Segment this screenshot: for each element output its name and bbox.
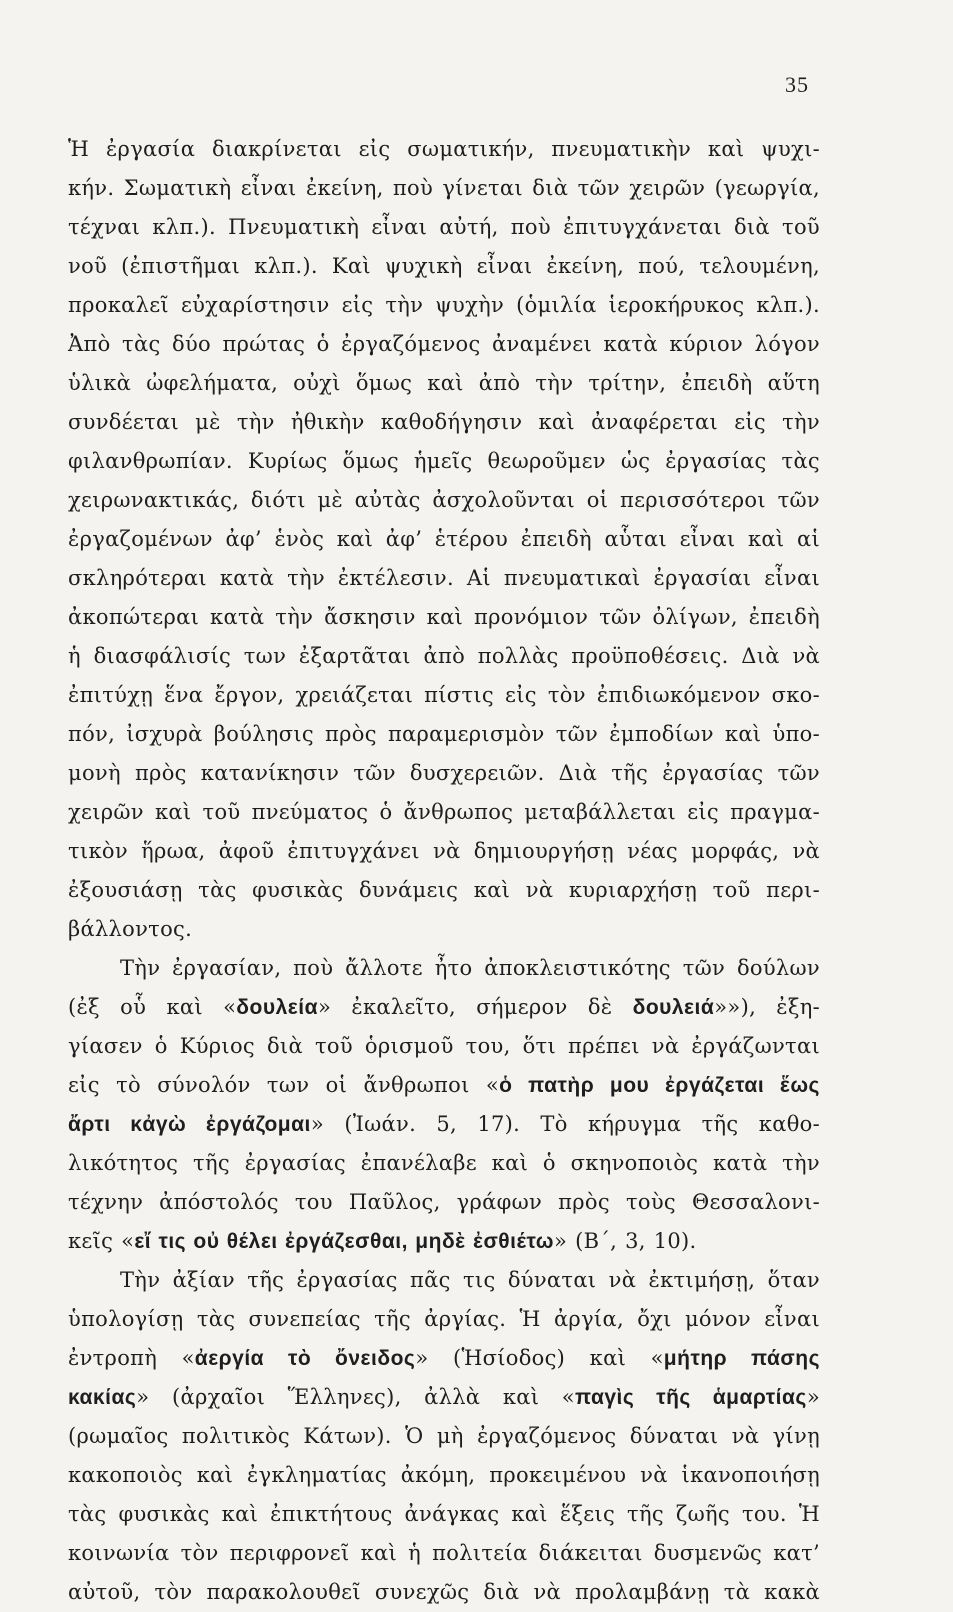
text-run: » (Ἡσίοδος) καὶ « [415, 1346, 664, 1370]
text-run: κεῖς « [68, 1229, 135, 1253]
text-line: συνδέεται μὲ τὴν ἠθικὴν καθοδήγησιν καὶ ἀναφέρεται εἰς τὴν [68, 410, 820, 434]
text-line: ἐπιτύχῃ ἕνα ἔργον, χρειάζεται πίστις εἰς τὸν ἐπιδιωκόμενον σκο- [68, 683, 820, 707]
page-number: 35 [785, 72, 809, 97]
text-line: ὑλικὰ ὠφελήματα, οὐχὶ ὅμως καὶ ἀπὸ τὴν τρίτην, ἐπειδὴ αὕτη [68, 371, 820, 395]
text-line: προκαλεῖ εὐχαρίστησιν εἰς τὴν ψυχὴν (ὁμιλία ἱεροκήρυκος κλπ.). [68, 293, 820, 317]
text-run: » (ἀρχαῖοι Ἕλληνες), ἀλλὰ καὶ « [136, 1385, 575, 1409]
text-line: τέχναι κλπ.). Πνευματικὴ εἶναι αὐτή, ποὺ ἐπιτυγχάνεται διὰ τοῦ [68, 215, 820, 239]
text-line: μονὴ πρὸς κατανίκησιν τῶν δυσχερειῶν. Διὰ τῆς ἐργασίας τῶν [68, 761, 820, 785]
text-line: τὰς φυσικὰς καὶ ἐπικτήτους ἀνάγκας καὶ ἕξεις τῆς ζωῆς του. Ἡ [68, 1502, 820, 1526]
text-run: (ἐξ οὗ καὶ « [68, 995, 237, 1019]
bold-quote: ὁ πατὴρ μου ἐργάζεται ἕως [499, 1074, 820, 1097]
bold-quote: κακίας [68, 1386, 137, 1409]
text-line: αὐτοῦ, τὸν παρακολουθεῖ συνεχῶς διὰ νὰ προλαμβάνῃ τὰ κακὰ [68, 1580, 820, 1604]
text-line: ἐξουσιάσῃ τὰς φυσικὰς δυνάμεις καὶ νὰ κυριαρχήσῃ τοῦ περι- [68, 878, 820, 902]
bold-quote: μήτηρ πάσης [663, 1347, 821, 1370]
text-line: φιλανθρωπίαν. Κυρίως ὅμως ἡμεῖς θεωροῦμεν ὡς ἐργασίας τὰς [68, 449, 820, 473]
text-line [68, 1105, 820, 1144]
text-line: ἀκοπώτεραι κατὰ τὴν ἄσκησιν καὶ προνόμιον τῶν ὀλίγων, ἐπειδὴ [68, 605, 820, 629]
bold-quote: δουλειά [632, 996, 715, 1019]
text-line: λικότητος τῆς ἐργασίας ἐπανέλαβε καὶ ὁ σκηνοποιὸς κατὰ τὴν [68, 1151, 820, 1175]
text-run: εἰς τὸ σύνολόν των οἱ ἄνθρωποι « [68, 1073, 500, 1097]
text-line: χειρωνακτικάς, διότι μὲ αὐτὰς ἀσχολοῦνται οἱ περισσότεροι τῶν [68, 488, 820, 512]
text-line: νοῦ (ἐπιστῆμαι κλπ.). Καὶ ψυχικὴ εἶναι ἐκείνη, πού, τελουμένη, [68, 254, 820, 278]
text-line [68, 1378, 820, 1417]
text-run: » (Ἰωάν. 5, 17). Τὸ κήρυγμα τῆς καθο- [310, 1112, 820, 1136]
text-line [68, 1066, 820, 1105]
bold-quote: εἴ τις οὐ θέλει ἐργάζεσθαι, μηδὲ ἐσθιέτω [134, 1230, 554, 1253]
text-line: χειρῶν καὶ τοῦ πνεύματος ὁ ἄνθρωπος μεταβάλλεται εἰς πραγμα- [68, 800, 820, 824]
text-run: » (Β΄, 3, 10). [554, 1229, 697, 1253]
text-line: κακοποιὸς καὶ ἐγκληματίας ἀκόμη, προκειμένου νὰ ἱκανοποιήσῃ [68, 1463, 820, 1487]
text-line: τέχνην ἀπόστολός του Παῦλος, γράφων πρὸς τοὺς Θεσσαλονι- [68, 1190, 820, 1214]
text-run: ἐντροπὴ « [68, 1346, 195, 1370]
text-run: »»), ἐξη- [714, 995, 821, 1019]
bold-quote: παγὶς τῆς ἁμαρτίας [574, 1386, 807, 1409]
bold-quote: ἀεργία τὸ ὄνειδος [194, 1347, 416, 1370]
text-line: σκληρότεραι κατὰ τὴν ἐκτέλεσιν. Αἱ πνευματικαὶ ἐργασίαι εἶναι [68, 566, 820, 590]
text-line: ἡ διασφάλισίς των ἐξαρτᾶται ἀπὸ πολλὰς προϋποθέσεις. Διὰ νὰ [68, 644, 820, 668]
text-run: » ἐκαλεῖτο, σήμερον δὲ [317, 995, 633, 1019]
text-line: Τὴν ἐργασίαν, ποὺ ἄλλοτε ἦτο ἀποκλειστικότης τῶν δούλων [120, 956, 820, 980]
bold-quote: δουλεία [236, 996, 318, 1019]
text-run: » [806, 1385, 820, 1409]
text-line: ἐργαζομένων ἀφ’ ἑνὸς καὶ ἀφ’ ἑτέρου ἐπειδὴ αὗται εἶναι καὶ αἱ [68, 527, 820, 551]
text-line: Τὴν ἀξίαν τῆς ἐργασίας πᾶς τις δύναται νὰ ἐκτιμήσῃ, ὅταν [120, 1268, 820, 1292]
body-text [68, 130, 820, 1612]
text-line: τικὸν ἥρωα, ἀφοῦ ἐπιτυγχάνει νὰ δημιουργήσῃ νέας μορφάς, νὰ [68, 839, 820, 863]
text-line [68, 988, 820, 1027]
text-line: κήν. Σωματικὴ εἶναι ἐκείνη, ποὺ γίνεται διὰ τῶν χειρῶν (γεωργία, [68, 176, 820, 200]
text-line: (ρωμαῖος πολιτικὸς Κάτων). Ὁ μὴ ἐργαζόμενος δύναται νὰ γίνῃ [68, 1424, 820, 1448]
text-line [68, 1222, 820, 1261]
text-line: βάλλοντος. [68, 917, 193, 941]
text-line: ὑπολογίσῃ τὰς συνεπείας τῆς ἀργίας. Ἡ ἀργία, ὄχι μόνον εἶναι [68, 1307, 820, 1331]
text-line: κοινωνία τὸν περιφρονεῖ καὶ ἡ πολιτεία διάκειται δυσμενῶς κατ’ [68, 1541, 820, 1565]
text-line: Ἡ ἐργασία διακρίνεται εἰς σωματικήν, πνευματικὴν καὶ ψυχι- [68, 137, 820, 161]
bold-quote: ἄρτι κἀγὼ ἐργάζομαι [68, 1113, 311, 1136]
text-line: Ἀπὸ τὰς δύο πρώτας ὁ ἐργαζόμενος ἀναμένει κατὰ κύριον λόγον [68, 332, 820, 356]
text-line: πόν, ἰσχυρὰ βούλησις πρὸς παραμερισμὸν τῶν ἐμποδίων καὶ ὑπο- [68, 722, 820, 746]
text-line: γίασεν ὁ Κύριος διὰ τοῦ ὁρισμοῦ του, ὅτι πρέπει νὰ ἐργάζωνται [68, 1034, 820, 1058]
text-line [68, 1339, 820, 1378]
